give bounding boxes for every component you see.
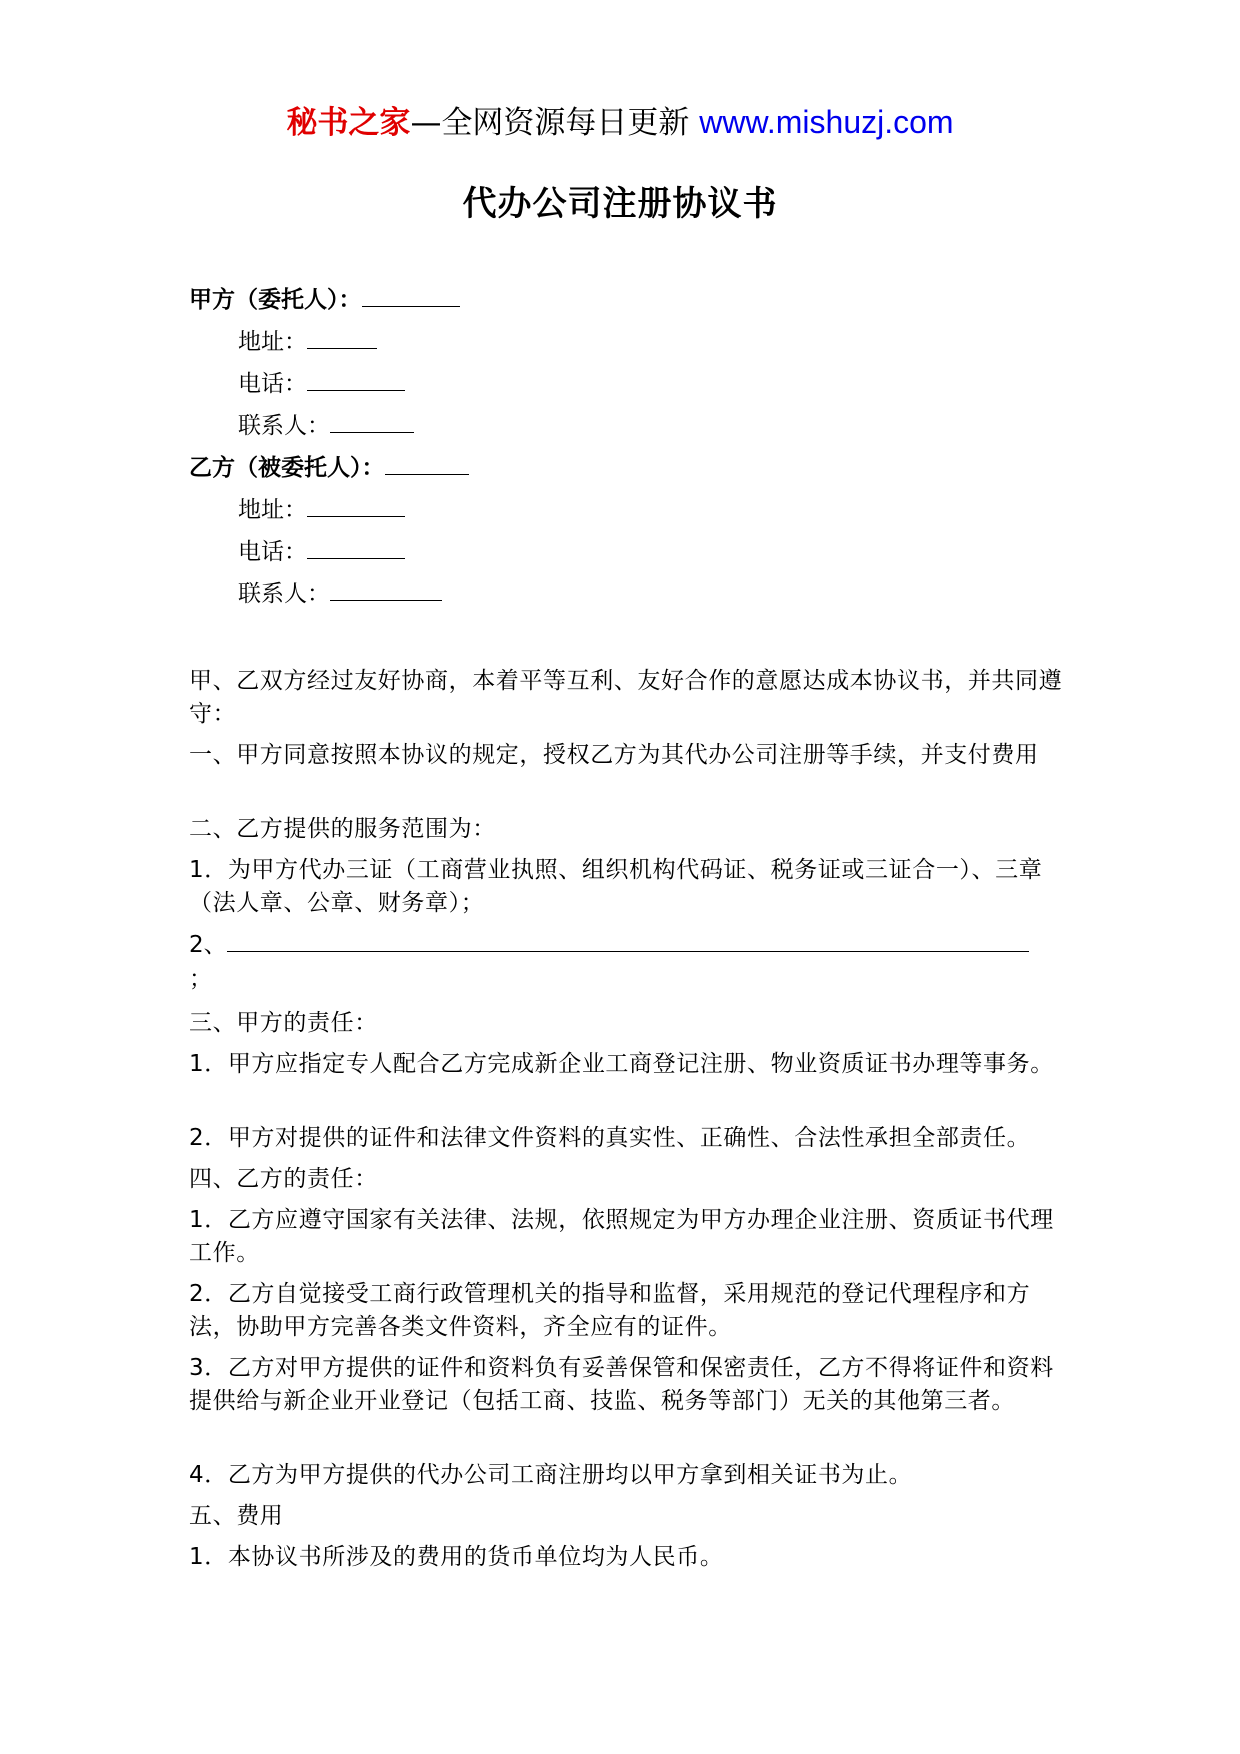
- clause-three-heading: 三、甲方的责任：: [189, 1010, 378, 1036]
- clause-four-item-3: 3．乙方对甲方提供的证件和资料负有妥善保管和保密责任，乙方不得将证件和资料提供给与新企业开业登记（包括工商、技监、税务等部门）无关的其他第三者。: [189, 1355, 1054, 1414]
- clause-two-item-2-label: 2、: [189, 932, 227, 958]
- party-a-address-row: [238, 325, 377, 359]
- party-b-address-row: [238, 493, 405, 527]
- party-b-contact-row: [238, 577, 442, 611]
- party-b-phone-blank: [307, 536, 405, 559]
- site-banner: [0, 100, 1240, 145]
- clause-two-item-1: 1．为甲方代办三证（工商营业执照、组织机构代码证、税务证或三证合一）、三章（法人章、公章、财务章）；: [189, 857, 1043, 916]
- party-a-contact-row: [238, 409, 414, 443]
- party-a-phone-blank: [307, 368, 405, 391]
- party-b-contact-blank: [330, 578, 442, 601]
- party-b-phone-row: [238, 535, 405, 569]
- party-b-row: [189, 451, 469, 485]
- party-a-address-blank: [307, 326, 377, 349]
- party-a-label: 甲方（委托人）：: [189, 287, 362, 313]
- clause-two-heading: 二、乙方提供的服务范围为：: [189, 816, 496, 842]
- party-b-address-blank: [307, 494, 405, 517]
- clause-four-item-1: 1．乙方应遵守国家有关法律、法规，依照规定为甲方办理企业注册、资质证书代理工作。: [189, 1207, 1054, 1266]
- party-a-contact-blank: [330, 410, 414, 433]
- clause-three-item-1: 1．甲方应指定专人配合乙方完成新企业工商登记注册、物业资质证书办理等事务。: [189, 1051, 1054, 1077]
- document-title: 代办公司注册协议书: [462, 184, 778, 224]
- party-a-contact-label: 联系人：: [238, 413, 330, 439]
- party-b-address-label: 地址：: [238, 497, 307, 523]
- clause-two-item-2-blank: [227, 929, 1029, 952]
- party-a-blank: [362, 284, 460, 307]
- clause-three-item-2: 2．甲方对提供的证件和法律文件资料的真实性、正确性、合法性承担全部责任。: [189, 1125, 1031, 1151]
- brand-name: 秘书之家: [286, 105, 411, 141]
- clause-four-item-2: 2．乙方自觉接受工商行政管理机关的指导和监督，采用规范的登记代理程序和方法，协助甲方完善各类文件资料，齐全应有的证件。: [189, 1281, 1031, 1340]
- clause-four-heading: 四、乙方的责任：: [189, 1166, 378, 1192]
- party-a-address-label: 地址：: [238, 329, 307, 355]
- party-b-contact-label: 联系人：: [238, 581, 330, 607]
- clause-five-heading: 五、费用: [189, 1503, 284, 1529]
- party-a-row: [189, 283, 460, 317]
- banner-slogan: —全网资源每日更新: [410, 105, 690, 141]
- clause-four-item-4: 4．乙方为甲方提供的代办公司工商注册均以甲方拿到相关证书为止。: [189, 1462, 913, 1488]
- party-a-phone-row: [238, 367, 405, 401]
- clause-five-item-1: 1．本协议书所涉及的费用的货币单位均为人民币。: [189, 1544, 724, 1570]
- clause-one: 一、甲方同意按照本协议的规定，授权乙方为其代办公司注册等手续，并支付费用: [189, 742, 1039, 768]
- site-url-link[interactable]: www.mishuzj.com: [699, 104, 954, 140]
- party-b-blank: [385, 452, 469, 475]
- intro-paragraph: 甲、乙双方经过友好协商，本着平等互利、友好合作的意愿达成本协议书，并共同遵守：: [189, 668, 1063, 727]
- clause-two-item-2-end: ；: [189, 966, 212, 992]
- clause-two-item-2: [189, 928, 1029, 962]
- party-b-phone-label: 电话：: [238, 539, 307, 565]
- party-a-phone-label: 电话：: [238, 371, 307, 397]
- party-b-label: 乙方（被委托人）：: [189, 455, 385, 481]
